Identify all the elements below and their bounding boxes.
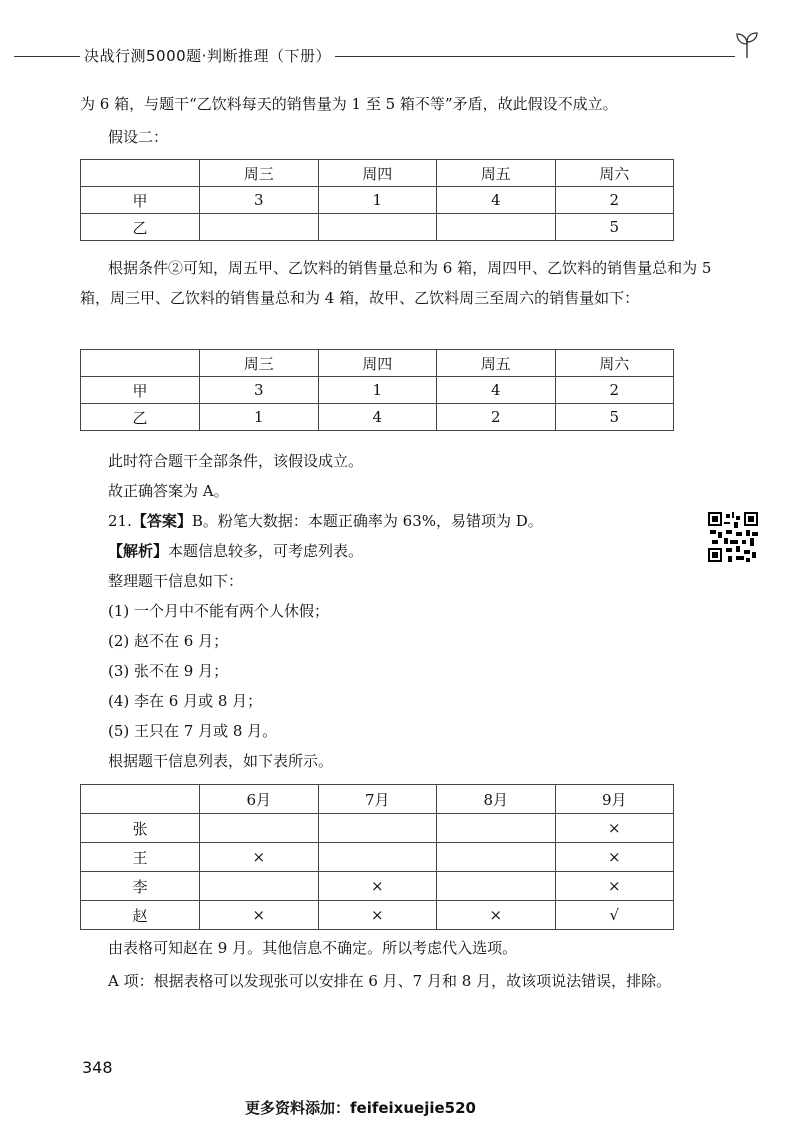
table-cell: 7月 bbox=[318, 785, 437, 814]
table-cell: × bbox=[555, 872, 674, 901]
after-table-line: 由表格可知赵在 9 月。其他信息不确定。所以考虑代入选项。 bbox=[108, 939, 518, 957]
table-cell: 9月 bbox=[555, 785, 674, 814]
table-cell: × bbox=[555, 814, 674, 843]
condition-paragraph: 根据条件②可知，周五甲、乙饮料的销售量总和为 6 箱，周四甲、乙饮料的销售量总和为 5 箱，周三甲、乙饮料的销售量总和为 4 箱，故甲、乙饮料周三至周六的销售量如下： bbox=[80, 259, 712, 307]
answer-line: 故正确答案为 A。 bbox=[108, 482, 229, 500]
table-cell bbox=[437, 814, 556, 843]
table-cell: 周四 bbox=[318, 350, 437, 377]
table-row bbox=[81, 901, 674, 930]
table-cell bbox=[81, 350, 200, 377]
table-hypothesis-two bbox=[80, 159, 674, 241]
table-cell: 4 bbox=[318, 404, 437, 431]
intro-line: 为 6 箱，与题干“乙饮料每天的销售量为 1 至 5 箱不等”矛盾，故此假设不成立。 bbox=[80, 95, 618, 113]
table-header-row bbox=[81, 160, 674, 187]
table-cell: × bbox=[200, 901, 319, 930]
sprout-icon bbox=[734, 30, 760, 60]
table-header-row bbox=[81, 350, 674, 377]
table-cell: 赵 bbox=[81, 901, 200, 930]
header-rule-right bbox=[315, 56, 735, 57]
answer-tag: 【答案】 bbox=[131, 512, 192, 530]
table-cell: 3 bbox=[200, 377, 319, 404]
table-cell bbox=[318, 843, 437, 872]
conclusion-line: 此时符合题干全部条件，该假设成立。 bbox=[108, 452, 364, 470]
table-weekly-sales bbox=[80, 349, 674, 431]
table-cell: 周五 bbox=[437, 350, 556, 377]
table-cell bbox=[200, 872, 319, 901]
table-row bbox=[81, 187, 674, 214]
table-cell: 1 bbox=[318, 377, 437, 404]
table-row bbox=[81, 843, 674, 872]
table-cell: 周三 bbox=[200, 160, 319, 187]
table-cell: 6月 bbox=[200, 785, 319, 814]
q21-number: 21. bbox=[108, 512, 132, 530]
table-cell: 李 bbox=[81, 872, 200, 901]
table-cell: × bbox=[200, 843, 319, 872]
answer-text: B。粉笔大数据：本题正确率为 63%，易错项为 D。 bbox=[191, 512, 543, 530]
qr-code bbox=[708, 512, 758, 562]
table-cell: 2 bbox=[555, 187, 674, 214]
q21-answer bbox=[108, 506, 728, 536]
table-cell: 周三 bbox=[200, 350, 319, 377]
table-cell: 8月 bbox=[437, 785, 556, 814]
table-cell: 周四 bbox=[318, 160, 437, 187]
table-cell: × bbox=[555, 843, 674, 872]
footer-note: 更多资料添加：feifeixuejie520 bbox=[245, 1099, 476, 1117]
list-item: (4) 李在 6 月或 8 月； bbox=[108, 692, 263, 710]
table-cell: × bbox=[318, 872, 437, 901]
table-cell: 周六 bbox=[555, 160, 674, 187]
table-row bbox=[81, 814, 674, 843]
option-a-paragraph: A 项：根据表格可以发现张可以安排在 6 月、7 月和 8 月，故该项说法错误，排除。 bbox=[108, 972, 672, 990]
table-cell bbox=[437, 214, 556, 241]
table-cell: 2 bbox=[437, 404, 556, 431]
list-item: (5) 王只在 7 月或 8 月。 bbox=[108, 722, 278, 740]
table-cell: × bbox=[437, 901, 556, 930]
table-cell: × bbox=[318, 901, 437, 930]
hypothesis-label: 假设二： bbox=[108, 128, 169, 146]
table-intro: 根据题干信息列表，如下表所示。 bbox=[108, 752, 334, 770]
list-item: (1) 一个月中不能有两个人休假； bbox=[108, 602, 330, 620]
organize-line: 整理题干信息如下： bbox=[108, 572, 244, 590]
table-cell: 张 bbox=[81, 814, 200, 843]
table-cell: 4 bbox=[437, 377, 556, 404]
table-cell bbox=[318, 214, 437, 241]
table-cell bbox=[318, 814, 437, 843]
table-cell: 甲 bbox=[81, 377, 200, 404]
table-row bbox=[81, 377, 674, 404]
running-header: 决战行测5000题·判断推理（下册） bbox=[80, 45, 335, 66]
analysis-tag: 【解析】 bbox=[108, 542, 169, 560]
page-number: 348 bbox=[82, 1058, 113, 1077]
table-cell: 1 bbox=[318, 187, 437, 214]
table-cell: √ bbox=[555, 901, 674, 930]
table-cell: 乙 bbox=[81, 404, 200, 431]
table-cell bbox=[81, 785, 200, 814]
table-cell: 3 bbox=[200, 187, 319, 214]
table-vacation-months bbox=[80, 784, 674, 930]
table-cell bbox=[200, 814, 319, 843]
table-row bbox=[81, 872, 674, 901]
list-item: (3) 张不在 9 月； bbox=[108, 662, 229, 680]
table-cell: 5 bbox=[555, 404, 674, 431]
table-cell: 甲 bbox=[81, 187, 200, 214]
table-cell: 1 bbox=[200, 404, 319, 431]
table-row bbox=[81, 214, 674, 241]
table-cell: 周五 bbox=[437, 160, 556, 187]
q21-analysis bbox=[108, 536, 728, 566]
table-cell: 周六 bbox=[555, 350, 674, 377]
header-rule-left bbox=[14, 56, 80, 57]
table-row bbox=[81, 404, 674, 431]
table-cell bbox=[437, 872, 556, 901]
table-cell bbox=[437, 843, 556, 872]
table-cell: 王 bbox=[81, 843, 200, 872]
table-cell: 5 bbox=[555, 214, 674, 241]
table-cell bbox=[200, 214, 319, 241]
table-cell: 2 bbox=[555, 377, 674, 404]
table-cell: 乙 bbox=[81, 214, 200, 241]
list-item: (2) 赵不在 6 月； bbox=[108, 632, 229, 650]
table-cell: 4 bbox=[437, 187, 556, 214]
table-cell bbox=[81, 160, 200, 187]
table-header-row bbox=[81, 785, 674, 814]
analysis-text: 本题信息较多，可考虑列表。 bbox=[168, 542, 364, 560]
